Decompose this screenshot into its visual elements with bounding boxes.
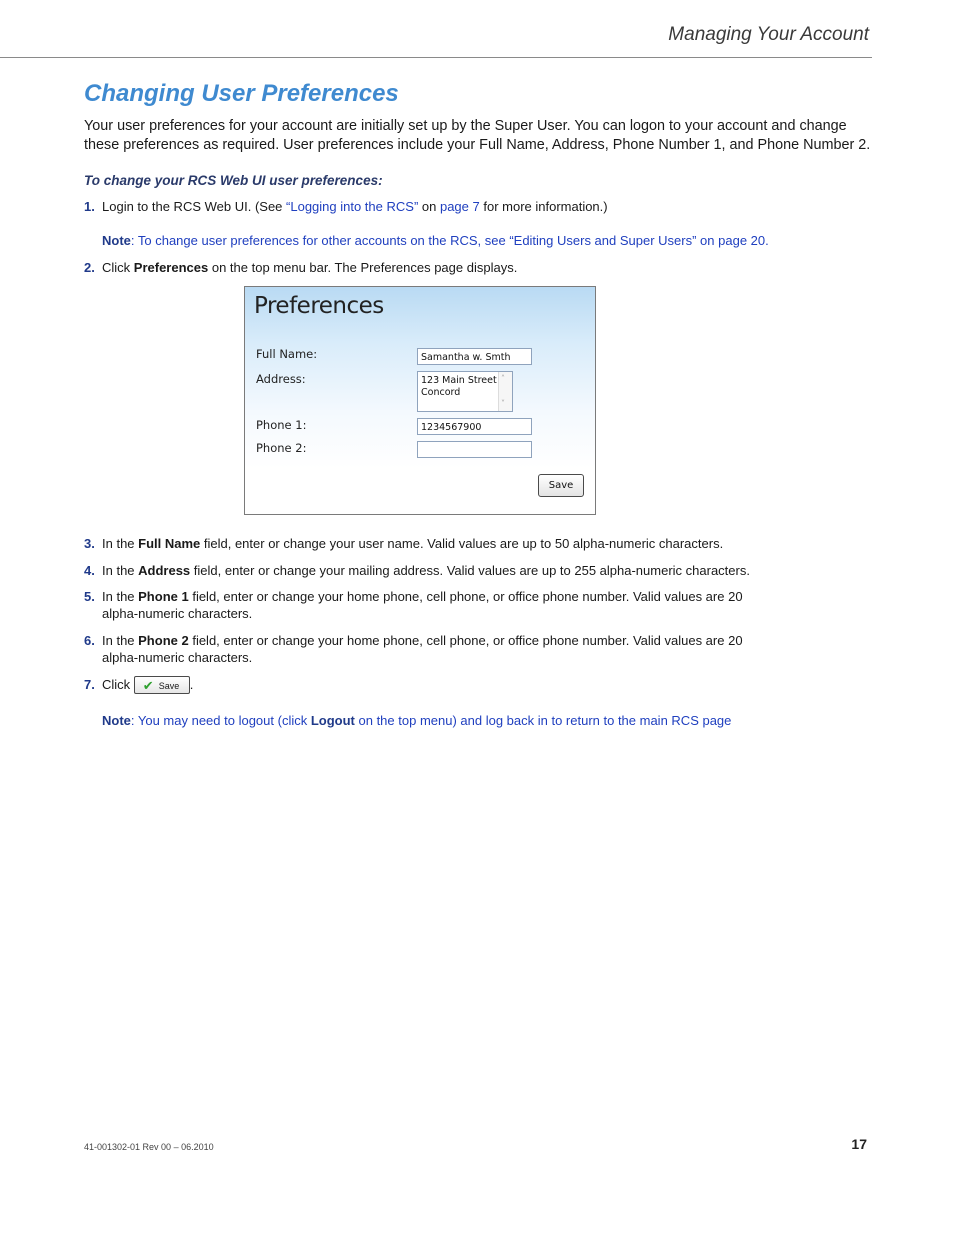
section-header-title: Managing Your Account bbox=[668, 24, 869, 45]
scroll-down-icon[interactable]: ˅ bbox=[501, 399, 505, 408]
step-text: field, enter or change your home phone, cell phone, or office phone number. Valid values are 20 alpha-numeric characters. bbox=[102, 633, 743, 665]
step-number: 5. bbox=[84, 589, 95, 604]
inline-save-button-image bbox=[134, 676, 190, 694]
step-number: 7. bbox=[84, 677, 95, 692]
preferences-title: Preferences bbox=[254, 293, 384, 319]
step-bold: Phone 2 bbox=[138, 633, 189, 648]
step-text: In the bbox=[102, 633, 139, 648]
step-1 bbox=[84, 198, 764, 215]
phone-1-field[interactable]: 1234567900 bbox=[417, 418, 532, 435]
phone-2-field[interactable] bbox=[417, 441, 532, 458]
step-text: on the top menu bar. The Preferences page displays. bbox=[208, 260, 518, 275]
scroll-up-icon[interactable]: ˄ bbox=[501, 374, 505, 383]
step-text: In the bbox=[102, 563, 139, 578]
inline-save-label: Save bbox=[158, 680, 180, 691]
step-bold: Preferences bbox=[133, 260, 209, 275]
footer-doc-id: 41-001302-01 Rev 00 – 06.2010 bbox=[84, 1142, 214, 1152]
step-bold: Phone 1 bbox=[138, 589, 189, 604]
note-2 bbox=[102, 712, 862, 729]
step-text: In the bbox=[102, 589, 139, 604]
step-bold: Address bbox=[138, 563, 191, 578]
address-field[interactable] bbox=[417, 371, 513, 412]
phone-2-label: Phone 2: bbox=[256, 441, 307, 455]
note-text: : To change user preferences for other accounts on the RCS, see “Editing Users and Super Users” on page 20. bbox=[130, 233, 769, 248]
step-text: Click bbox=[102, 677, 134, 692]
full-name-field[interactable]: Samantha w. Smth bbox=[417, 348, 532, 365]
step-5 bbox=[84, 588, 764, 622]
note-text: : You may need to logout (click bbox=[130, 713, 311, 728]
checkmark-icon: ✔ bbox=[142, 677, 154, 693]
step-text: field, enter or change your mailing address. Valid values are up to 255 alpha-numeric characters. bbox=[190, 563, 750, 578]
step-7 bbox=[84, 676, 764, 695]
note-label: Note bbox=[102, 233, 131, 248]
note-1 bbox=[102, 232, 862, 249]
note-text: on the top menu) and log back in to return to the main RCS page bbox=[354, 713, 732, 728]
step-number: 3. bbox=[84, 536, 95, 551]
address-label: Address: bbox=[256, 372, 306, 386]
step-text: Click bbox=[102, 260, 134, 275]
save-button[interactable]: Save bbox=[538, 474, 584, 497]
note-label: Note bbox=[102, 713, 131, 728]
header-rule bbox=[0, 57, 872, 58]
step-number: 1. bbox=[84, 199, 95, 214]
preferences-screenshot bbox=[244, 286, 596, 515]
address-line-1: 123 Main Street bbox=[421, 375, 497, 386]
step-3 bbox=[84, 535, 764, 552]
step-number: 2. bbox=[84, 260, 95, 275]
link-page-7[interactable]: page 7 bbox=[439, 199, 480, 214]
step-number: 4. bbox=[84, 563, 95, 578]
link-logging-into-rcs[interactable]: “Logging into the RCS” bbox=[286, 199, 419, 214]
step-4 bbox=[84, 562, 764, 579]
phone-1-label: Phone 1: bbox=[256, 418, 307, 432]
procedure-title: To change your RCS Web UI user preferences: bbox=[84, 173, 383, 188]
step-number: 6. bbox=[84, 633, 95, 648]
step-text: for more information.) bbox=[479, 199, 608, 214]
step-text: on bbox=[418, 199, 440, 214]
step-text: field, enter or change your home phone, cell phone, or office phone number. Valid values are 20 alpha-numeric characters. bbox=[102, 589, 743, 621]
page-number: 17 bbox=[851, 1136, 867, 1152]
step-2 bbox=[84, 259, 764, 276]
step-text: field, enter or change your user name. Valid values are up to 50 alpha-numeric characters. bbox=[200, 536, 724, 551]
step-bold: Full Name bbox=[138, 536, 201, 551]
intro-paragraph: Your user preferences for your account are initially set up by the Super User. You can logon to your account and change these preferences as required. User preferences include your Full Name, Address, Phone Number 1, and Phone Number 2. bbox=[84, 118, 871, 153]
step-text: In the bbox=[102, 536, 139, 551]
address-line-2: Concord bbox=[421, 387, 461, 398]
note-bold: Logout bbox=[310, 713, 355, 728]
step-text: . bbox=[189, 677, 194, 692]
step-text: Login to the RCS Web UI. (See bbox=[102, 199, 287, 214]
full-name-label: Full Name: bbox=[256, 347, 318, 361]
step-6 bbox=[84, 632, 764, 666]
address-scrollbar[interactable] bbox=[498, 372, 512, 411]
page-title: Changing User Preferences bbox=[84, 80, 399, 107]
